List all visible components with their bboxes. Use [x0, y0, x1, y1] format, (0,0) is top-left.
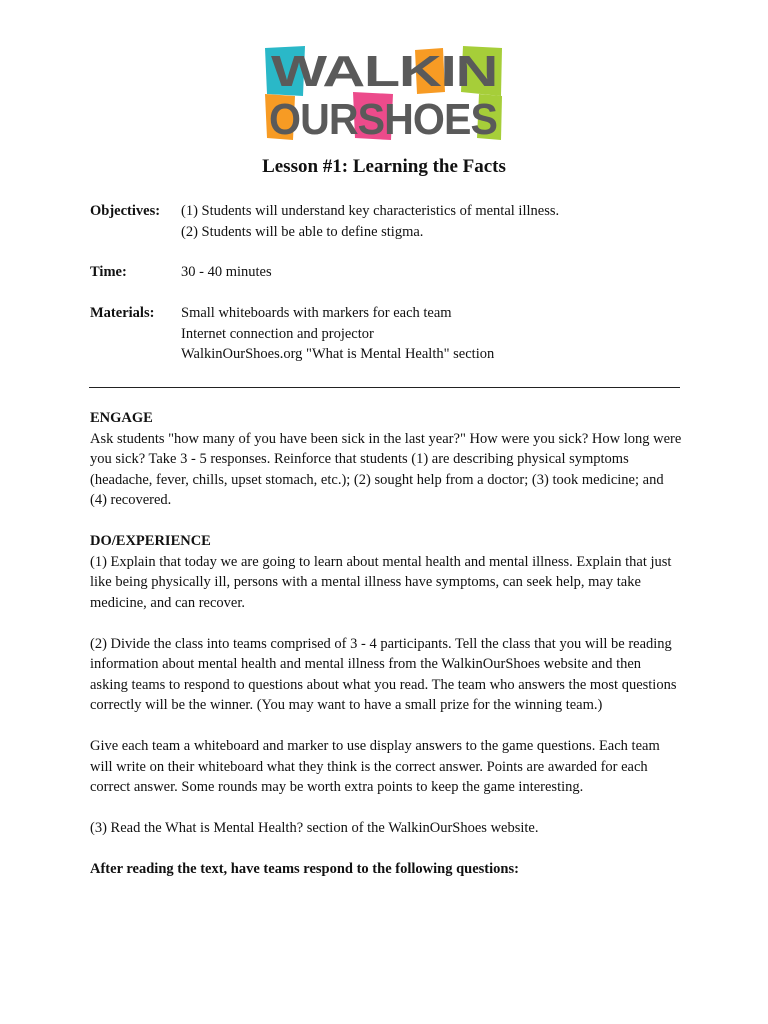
lesson-body — [90, 408, 682, 880]
logo-line1: WALKIN — [271, 47, 497, 96]
materials-list — [181, 303, 494, 365]
engage-text: Ask students "how many of you have been sick in the last year?" How were you sick? How long were you sick? Take 3 - 5 responses. Reinforce that students (1) are describing physical symptoms (headache, fever, chills, upset stomach, etc.); (2) sought help from a doctor; (3) took medicine; and (4) recovered. — [90, 430, 682, 508]
do-experience-heading: DO/EXPERIENCE — [90, 533, 211, 549]
time-value — [181, 262, 272, 283]
objectives-list — [181, 201, 559, 242]
material-item: WalkinOurShoes.org "What is Mental Health" section — [181, 346, 495, 362]
time-value-text: 30 - 40 minutes — [181, 264, 272, 280]
time-label: Time: — [90, 264, 127, 280]
walk-in-our-shoes-logo — [265, 46, 503, 141]
do-experience-paragraph-2: (2) Divide the class into teams comprised of 3 - 4 participants. Tell the class that you will be reading information about mental health and mental illness from the WalkinOurShoes website and then asking teams to respond to questions about what you read. The team who answers the most questions correctly will be the winner. (You may want to have a small prize for the winning team.) — [90, 635, 677, 713]
material-item: Small whiteboards with markers for each team — [181, 305, 452, 321]
section-divider — [89, 387, 680, 388]
objectives-label: Objectives: — [90, 203, 161, 219]
material-item: Internet connection and projector — [181, 325, 374, 342]
logo-line2: OURSHOES — [269, 95, 497, 141]
objective-item: (2) Students will be able to define stigma. — [181, 223, 424, 240]
engage-heading: ENGAGE — [90, 410, 153, 426]
objective-item: (1) Students will understand key characteristics of mental illness. — [181, 203, 560, 219]
questions-intro: After reading the text, have teams respond to the following questions: — [90, 861, 519, 877]
materials-label: Materials: — [90, 305, 155, 321]
lesson-title: Lesson #1: Learning the Facts — [262, 156, 506, 177]
do-experience-paragraph-1: (1) Explain that today we are going to learn about mental health and mental illness. Explain that just like being physically ill, persons with a mental illness have symptoms, can seek help, may take medicine, and can recover. — [90, 553, 672, 611]
do-experience-paragraph-4: (3) Read the What is Mental Health? section of the WalkinOurShoes website. — [90, 820, 539, 836]
do-experience-paragraph-3: Give each team a whiteboard and marker to use display answers to the game questions. Each team will write on their whiteboard what they think is the correct answer. Points are awarded for each correct answer. Some rounds may be worth extra points to keep the game interesting. — [90, 738, 660, 795]
